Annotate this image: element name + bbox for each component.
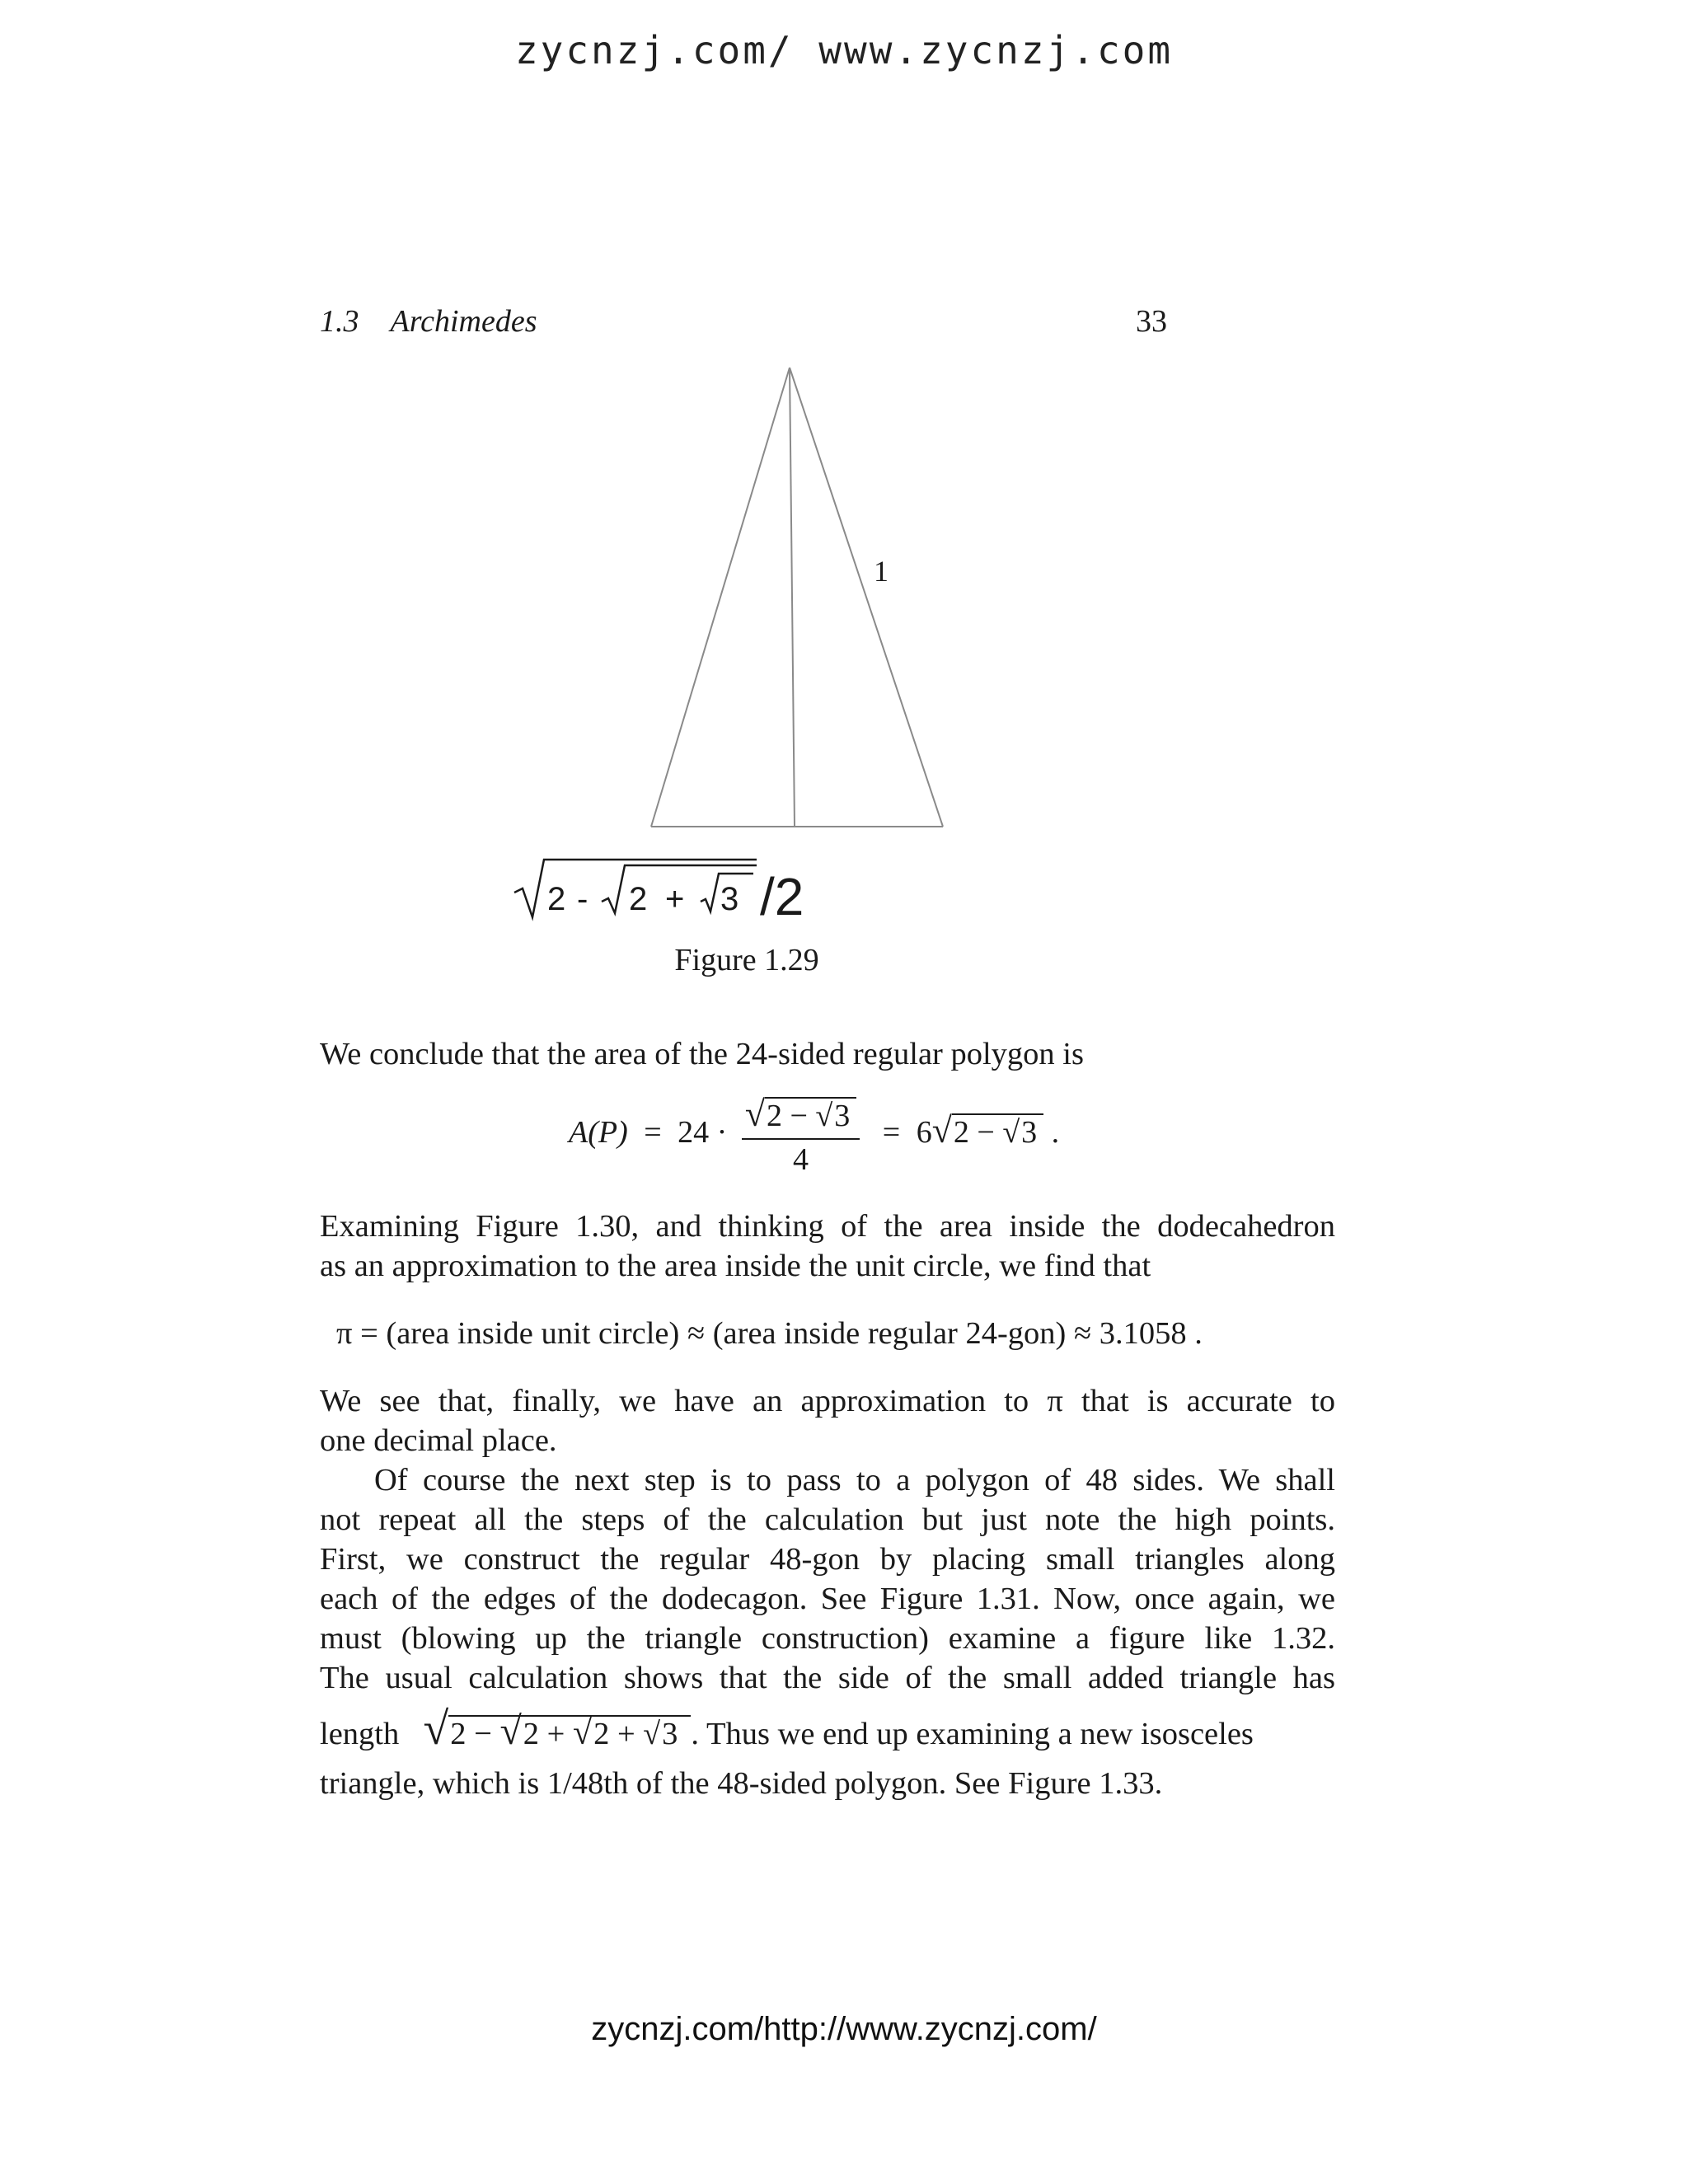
label-div-two: /2 bbox=[760, 867, 804, 926]
section-number: 1.3 bbox=[320, 304, 359, 339]
equation-area: A(P) = 24 · $\frac{√2 - √3}{4}$ = 6√2 − √3 . bbox=[569, 1094, 1060, 1177]
figure-caption: Figure 1.29 bbox=[674, 943, 819, 977]
eq1-equals-1: = bbox=[644, 1115, 662, 1151]
eq1-rhs-root: 3 bbox=[1020, 1113, 1040, 1150]
paragraph-2-line-2: as an approximation to the area inside the unit circle, we find that bbox=[320, 1249, 1151, 1283]
label-plus: + bbox=[665, 881, 685, 917]
label-two-a: 2 bbox=[547, 881, 566, 917]
eq1-num-root: 3 bbox=[832, 1097, 853, 1133]
eq1-num-inner: 2 − bbox=[766, 1099, 816, 1133]
paragraph-1: We conclude that the area of the 24-sided regular polygon is bbox=[320, 1037, 1084, 1071]
paragraph-4-line-5: must (blowing up the triangle construction) examine a figure like 1.32. bbox=[320, 1621, 1335, 1656]
label-two-b: 2 bbox=[629, 881, 648, 917]
paragraph-4-line-2: not repeat all the steps of the calculation but just note the high points. bbox=[320, 1502, 1335, 1537]
label-three: 3 bbox=[720, 881, 739, 917]
line7-expr-b: 2 + bbox=[523, 1717, 573, 1751]
eq1-fraction bbox=[742, 1093, 860, 1178]
line7-expr-c: 2 + bbox=[593, 1717, 644, 1751]
eq1-end: . bbox=[1051, 1115, 1060, 1151]
eq1-rhs-coef: 6 bbox=[916, 1115, 932, 1151]
line7-pre: length bbox=[320, 1717, 400, 1751]
side-length-label: 1 bbox=[874, 555, 889, 588]
eq1-lhs: A(P) bbox=[569, 1115, 628, 1151]
paragraph-3-line-1: We see that, finally, we have an approximation to π that is accurate to bbox=[320, 1384, 1335, 1418]
line7-post: . Thus we end up examining a new isosceles bbox=[691, 1717, 1254, 1751]
eq1-equals-2: = bbox=[882, 1115, 901, 1151]
label-minus: - bbox=[577, 881, 588, 917]
eq1-numerator: √2 − √3 bbox=[742, 1093, 860, 1140]
equation-pi: π = (area inside unit circle) ≈ (area inside regular 24-gon) ≈ 3.1058 . bbox=[336, 1316, 1203, 1351]
section-title: Archimedes bbox=[390, 304, 537, 339]
watermark-bottom: zycnzj.com/http://www.zycnzj.com/ bbox=[591, 2011, 1097, 2047]
paragraph-2-line-1: Examining Figure 1.30, and thinking of the area inside the dodecahedron bbox=[320, 1209, 1335, 1244]
paragraph-4-line-7: length √2 − √2 + √2 + √3 . Thus we end up examining a new isosceles bbox=[320, 1704, 1254, 1755]
line7-expr-a: 2 − bbox=[450, 1717, 500, 1751]
watermark-top: zycnzj.com/ www.zycnzj.com bbox=[514, 28, 1174, 73]
paragraph-4-line-6: The usual calculation shows that the side of the small added triangle has bbox=[320, 1661, 1335, 1695]
eq1-rhs-inner: 2 − bbox=[953, 1115, 1003, 1151]
paragraph-4-line-1: Of course the next step is to pass to a polygon of 48 sides. We shall bbox=[374, 1463, 1335, 1497]
paragraph-4-line-3: First, we construct the regular 48-gon by placing small triangles along bbox=[320, 1542, 1335, 1577]
line7-expr-d: 3 bbox=[660, 1715, 681, 1751]
paragraph-4-line-8: triangle, which is 1/48th of the 48-sided polygon. See Figure 1.33. bbox=[320, 1766, 1163, 1801]
paragraph-4-line-4: each of the edges of the dodecagon. See Figure 1.31. Now, once again, we bbox=[320, 1582, 1335, 1616]
eq1-coef: 24 · bbox=[678, 1115, 728, 1151]
paragraph-3-line-2: one decimal place. bbox=[320, 1423, 557, 1458]
eq1-denominator: 4 bbox=[793, 1142, 809, 1177]
page-number: 33 bbox=[1136, 304, 1167, 339]
